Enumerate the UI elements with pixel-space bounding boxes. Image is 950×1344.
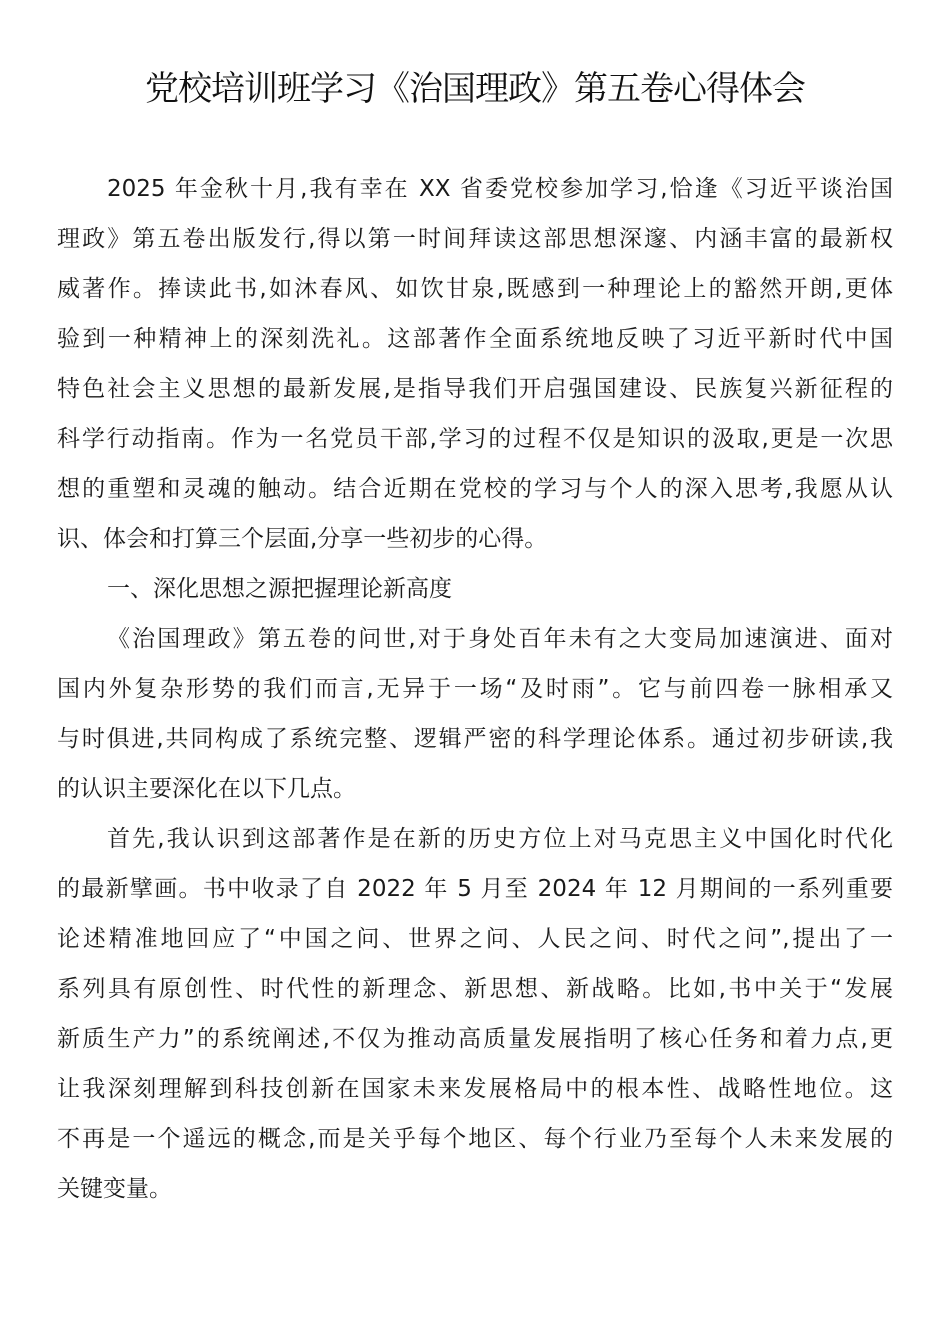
paragraph-first-point: [57, 814, 893, 1214]
paragraph-line: 与时俱进,共同构成了系统完整、逻辑严密的科学理论体系。通过初步研读,我: [57, 726, 893, 752]
paragraph-line: 《治国理政》第五卷的问世,对于身处百年未有之大变局加速演进、面对: [107, 626, 893, 652]
paragraph-line: 关键变量。: [57, 1176, 172, 1202]
document-title: 党校培训班学习《治国理政》第五卷心得体会: [145, 69, 805, 109]
paragraph-line: 2025 年金秋十月,我有幸在 XX 省委党校参加学习,恰逢《习近平谈治国: [107, 176, 893, 202]
paragraph-line: 国内外复杂形势的我们而言,无异于一场“及时雨”。它与前四卷一脉相承又: [57, 676, 893, 702]
paragraph-line: 验到一种精神上的深刻洗礼。这部著作全面系统地反映了习近平新时代中国: [57, 326, 893, 352]
paragraph-line: 科学行动指南。作为一名党员干部,学习的过程不仅是知识的汲取,更是一次思: [57, 426, 893, 452]
paragraph-line: 的最新擘画。书中收录了自 2022 年 5 月至 2024 年 12 月期间的一系列重要: [57, 876, 893, 902]
paragraph-line: 首先,我认识到这部著作是在新的历史方位上对马克思主义中国化时代化: [107, 826, 893, 852]
paragraph-line: 新质生产力”的系统阐述,不仅为推动高质量发展指明了核心任务和着力点,更: [57, 1026, 893, 1052]
document-body: [57, 164, 893, 1214]
paragraph-line: 论述精准地回应了“中国之问、世界之问、人民之问、时代之问”,提出了一: [57, 926, 893, 952]
paragraph-line: 让我深刻理解到科技创新在国家未来发展格局中的根本性、战略性地位。这: [57, 1076, 893, 1102]
paragraph-line: 特色社会主义思想的最新发展,是指导我们开启强国建设、民族复兴新征程的: [57, 376, 893, 402]
paragraph-line: 系列具有原创性、时代性的新理念、新思想、新战略。比如,书中关于“发展: [57, 976, 893, 1002]
paragraph-line: 不再是一个遥远的概念,而是关乎每个地区、每个行业乃至每个人未来发展的: [57, 1126, 893, 1152]
paragraph-intro: [57, 164, 893, 564]
paragraph-line: 的认识主要深化在以下几点。: [57, 776, 356, 802]
paragraph-section-one-intro: [57, 614, 893, 814]
section-heading: [57, 564, 893, 614]
section-heading-text: 一、深化思想之源把握理论新高度: [107, 576, 452, 602]
paragraph-line: 威著作。捧读此书,如沐春风、如饮甘泉,既感到一种理论上的豁然开朗,更体: [57, 276, 893, 302]
paragraph-line: 识、体会和打算三个层面,分享一些初步的心得。: [57, 526, 548, 552]
paragraph-line: 理政》第五卷出版发行,得以第一时间拜读这部思想深邃、内涵丰富的最新权: [57, 226, 893, 252]
paragraph-line: 想的重塑和灵魂的触动。结合近期在党校的学习与个人的深入思考,我愿从认: [57, 476, 893, 502]
